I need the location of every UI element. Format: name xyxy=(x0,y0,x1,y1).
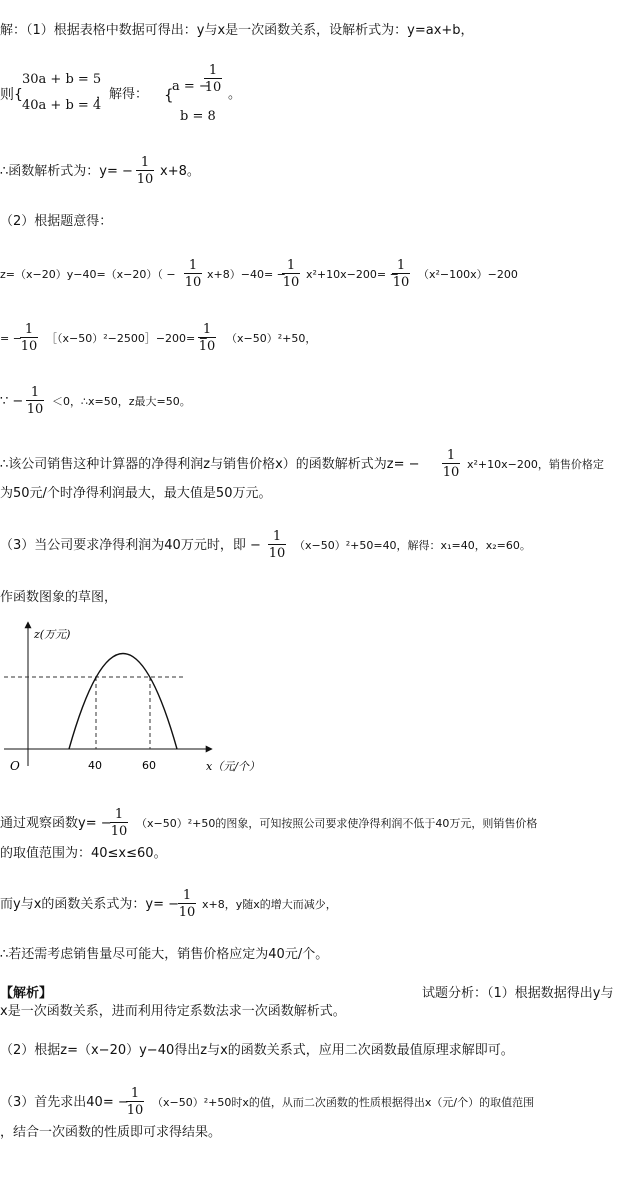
z-expression-c: x²+10x−200= − xyxy=(306,268,399,281)
relation-a: 而y与x的函数关系式为：y= − xyxy=(0,897,179,912)
function-expression: ∴函数解析式为：y= − xyxy=(0,164,133,179)
relation-b: x+8，y随x的增大而减少， xyxy=(202,898,337,911)
z-expansion-c: （x−50）²+50， xyxy=(226,332,317,345)
z-expression-a: z=（x−20）y−40=（x−20）（ − xyxy=(0,268,176,281)
z-expansion-a: = − xyxy=(0,332,22,345)
fraction: $\frac{1}{10}$ xyxy=(126,1086,144,1118)
z-expression-d: （x²−100x）−200 xyxy=(418,268,518,281)
period: 。 xyxy=(228,87,242,102)
then-label: 则{ xyxy=(0,87,23,103)
analysis-line-3-b: （x−50）²+50时x的值，从而二次函数的性质根据得出x（元/个）的取值范围 xyxy=(152,1096,535,1109)
origin-label: O xyxy=(10,759,20,773)
observation-a: 通过观察函数y= − xyxy=(0,816,112,831)
observation-b: （x−50）²+50的图象，可知按照公司要求使净得利润不低于40万元，则销售价格 xyxy=(136,817,538,830)
analysis-lead: 试题分析：（1）根据数据得出y与 xyxy=(422,986,614,1001)
tick-60-label: 60 xyxy=(142,759,156,772)
analysis-line-4: ，结合一次函数的性质即可求得结果。 xyxy=(0,1125,222,1140)
fraction: $\frac{1}{10}$ xyxy=(204,63,222,95)
fraction: $\frac{1}{10}$ xyxy=(442,448,460,480)
solution-brace: { xyxy=(164,86,174,104)
parabola-curve xyxy=(69,654,177,750)
conclusion-1-b: x²+10x−200，销售价格定 xyxy=(467,458,604,471)
analysis-heading: 【解析】 xyxy=(0,986,53,1001)
part2-title: （2）根据题意得： xyxy=(0,214,113,229)
fraction: $\frac{1}{10}$ xyxy=(392,258,410,290)
system-eq-1: 30a + b = 5 xyxy=(22,72,102,87)
x-axis-label: x（元/个） xyxy=(206,760,260,773)
z-axis-label: z(万元) xyxy=(34,628,71,641)
fraction: $\frac{1}{10}$ xyxy=(136,155,154,187)
fraction: $\frac{1}{10}$ xyxy=(178,888,196,920)
fraction: $\frac{1}{10}$ xyxy=(110,807,128,839)
part3-a: （3）当公司要求净得利润为40万元时，即 − xyxy=(0,538,261,553)
solution-intro: 解：（1）根据表格中数据可得出：y与x是一次函数关系，设解析式为：y=ax+b， xyxy=(0,23,474,38)
z-expression-b: x+8）−40= − xyxy=(207,268,286,281)
solve-label: ，解得： xyxy=(96,87,149,102)
fraction: $\frac{1}{10}$ xyxy=(282,258,300,290)
solution-b: b = 8 xyxy=(180,109,216,124)
fraction: $\frac{1}{10}$ xyxy=(26,385,44,417)
fraction: $\frac{1}{10}$ xyxy=(184,258,202,290)
analysis-line-1: x是一次函数关系，进而利用待定系数法求一次函数解析式。 xyxy=(0,1004,346,1019)
part3-b: （x−50）²+50=40，解得：x₁=40，x₂=60。 xyxy=(294,539,531,552)
conclusion-1-a: ∴该公司销售这种计算器的净得利润z与销售价格x）的函数解析式为z= − xyxy=(0,457,420,472)
price-range: 的取值范围为：40≤x≤60。 xyxy=(0,846,167,861)
function-expression-suffix: x+8。 xyxy=(160,164,200,179)
because-b: ＜0，∴x=50，z最大=50。 xyxy=(52,395,191,408)
analysis-line-3-a: （3）首先求出40= − xyxy=(0,1095,129,1110)
final-answer: ∴若还需考虑销售量尽可能大，销售价格应定为40元/个。 xyxy=(0,947,329,962)
tick-40-label: 40 xyxy=(88,759,102,772)
sketch-note: 作函数图象的草图， xyxy=(0,590,118,605)
analysis-line-2: （2）根据z=（x−20）y−40得出z与x的函数关系式，应用二次函数最值原理求解即可。 xyxy=(0,1043,514,1058)
conclusion-2: 为50元/个时净得利润最大，最大值是50万元。 xyxy=(0,486,272,501)
z-expansion-b: ［（x−50）²−2500］−200= − xyxy=(46,332,208,345)
fraction: $\frac{1}{10}$ xyxy=(268,529,286,561)
system-eq-2: 40a + b = 4 xyxy=(22,98,102,113)
fraction: $\frac{1}{10}$ xyxy=(20,322,38,354)
because-a: ∵ − xyxy=(0,394,24,409)
solution-a: a = − xyxy=(172,79,210,94)
fraction: $\frac{1}{10}$ xyxy=(198,322,216,354)
parabola-graph xyxy=(0,618,270,780)
